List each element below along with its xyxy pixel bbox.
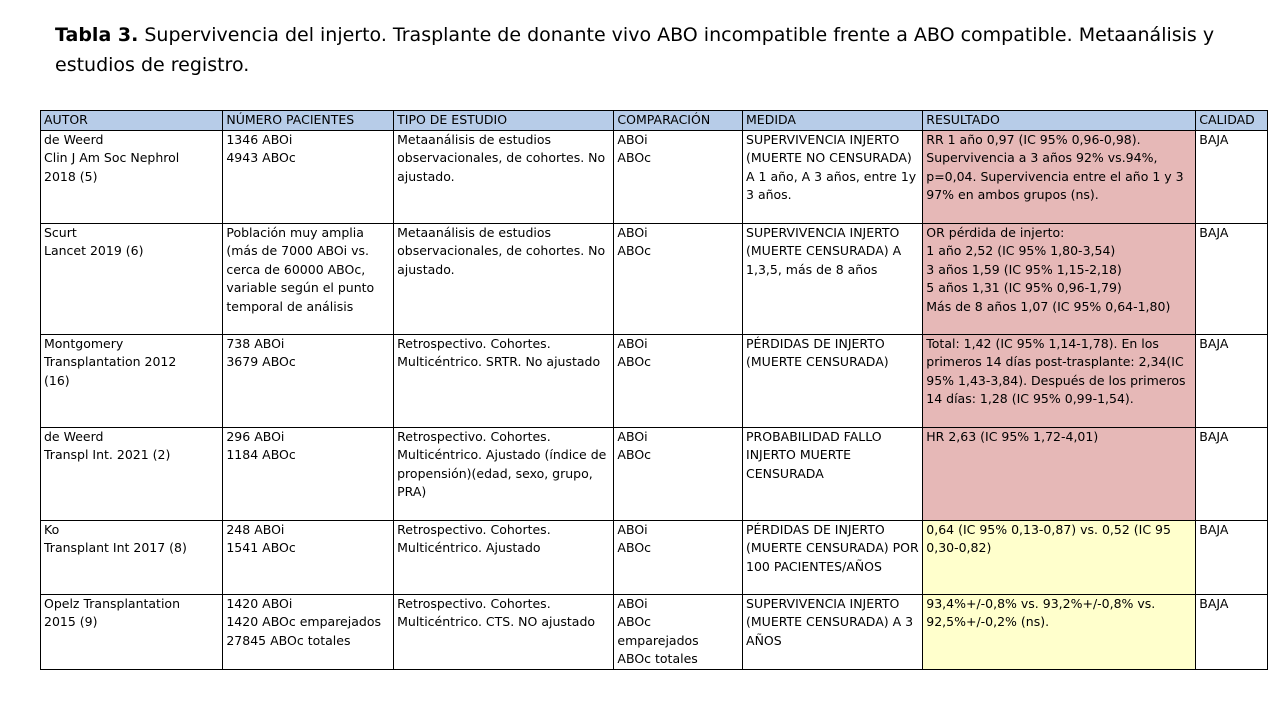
cell-pacientes: Población muy amplia (más de 7000 ABOi vs. cerca de 60000 ABOc, variable según el punto temporal de análisis: [223, 223, 394, 334]
table-row: [41, 427, 1268, 520]
table-row: [41, 334, 1268, 427]
cell-pacientes: 296 ABOi 1184 ABOc: [223, 427, 394, 520]
cell-resultado: 93,4%+/-0,8% vs. 93,2%+/-0,8% vs. 92,5%+/-0,2% (ns).: [923, 594, 1196, 669]
table-row: [41, 223, 1268, 334]
cell-pacientes: 738 ABOi 3679 ABOc: [223, 334, 394, 427]
cell-pacientes: 1420 ABOi 1420 ABOc emparejados 27845 ABOc totales: [223, 594, 394, 669]
cell-tipo: Retrospectivo. Cohortes. Multicéntrico. Ajustado (índice de propensión)(edad, sexo, grupo, PRA): [394, 427, 614, 520]
table-label: Tabla 3.: [55, 24, 139, 46]
cell-autor: de Weerd Transpl Int. 2021 (2): [41, 427, 223, 520]
cell-comparacion: ABOi ABOc: [614, 223, 743, 334]
cell-calidad: BAJA: [1196, 334, 1268, 427]
cell-medida: PROBABILIDAD FALLO INJERTO MUERTE CENSURADA: [743, 427, 923, 520]
table-caption: Supervivencia del injerto. Trasplante de donante vivo ABO incompatible frente a ABO compatible. Metaanálisis y estudios de registro.: [55, 24, 1215, 76]
cell-medida: SUPERVIVENCIA INJERTO (MUERTE NO CENSURADA) A 1 año, A 3 años, entre 1y 3 años.: [743, 130, 923, 223]
cell-comparacion: ABOi ABOc: [614, 427, 743, 520]
cell-resultado: HR 2,63 (IC 95% 1,72-4,01): [923, 427, 1196, 520]
cell-comparacion: ABOi ABOc emparejados ABOc totales: [614, 594, 743, 669]
table-container: [40, 110, 1255, 666]
cell-comparacion: ABOi ABOc: [614, 130, 743, 223]
cell-resultado: 0,64 (IC 95% 0,13-0,87) vs. 0,52 (IC 95 0,30-0,82): [923, 520, 1196, 594]
cell-calidad: BAJA: [1196, 130, 1268, 223]
cell-autor: Montgomery Transplantation 2012 (16): [41, 334, 223, 427]
cell-autor: Ko Transplant Int 2017 (8): [41, 520, 223, 594]
cell-calidad: BAJA: [1196, 223, 1268, 334]
header-calidad: CALIDAD: [1196, 111, 1268, 131]
header-resultado: RESULTADO: [923, 111, 1196, 131]
table-header-row: [41, 111, 1268, 131]
cell-resultado: Total: 1,42 (IC 95% 1,14-1,78). En los primeros 14 días post-trasplante: 2,34(IC 95% 1,43-3,84). Después de los primeros 14 días: 1,28 (IC 95% 0,99-1,54).: [923, 334, 1196, 427]
cell-autor: Scurt Lancet 2019 (6): [41, 223, 223, 334]
header-autor: AUTOR: [41, 111, 223, 131]
cell-calidad: BAJA: [1196, 594, 1268, 669]
cell-medida: SUPERVIVENCIA INJERTO (MUERTE CENSURADA) A 1,3,5, más de 8 años: [743, 223, 923, 334]
cell-medida: PÉRDIDAS DE INJERTO (MUERTE CENSURADA) POR 100 PACIENTES/AÑOS: [743, 520, 923, 594]
cell-pacientes: 248 ABOi 1541 ABOc: [223, 520, 394, 594]
cell-autor: Opelz Transplantation 2015 (9): [41, 594, 223, 669]
cell-calidad: BAJA: [1196, 520, 1268, 594]
cell-comparacion: ABOi ABOc: [614, 334, 743, 427]
cell-tipo: Metaanálisis de estudios observacionales, de cohortes. No ajustado.: [394, 130, 614, 223]
slide-title: [55, 20, 1255, 80]
cell-tipo: Retrospectivo. Cohortes. Multicéntrico. Ajustado: [394, 520, 614, 594]
cell-calidad: BAJA: [1196, 427, 1268, 520]
table-row: [41, 130, 1268, 223]
cell-medida: SUPERVIVENCIA INJERTO (MUERTE CENSURADA) A 3 AÑOS: [743, 594, 923, 669]
cell-autor: de Weerd Clin J Am Soc Nephrol 2018 (5): [41, 130, 223, 223]
table-row: [41, 594, 1268, 669]
cell-tipo: Retrospectivo. Cohortes. Multicéntrico. SRTR. No ajustado: [394, 334, 614, 427]
header-medida: MEDIDA: [743, 111, 923, 131]
header-tipo: TIPO DE ESTUDIO: [394, 111, 614, 131]
cell-tipo: Metaanálisis de estudios observacionales, de cohortes. No ajustado.: [394, 223, 614, 334]
cell-medida: PÉRDIDAS DE INJERTO (MUERTE CENSURADA): [743, 334, 923, 427]
cell-pacientes: 1346 ABOi 4943 ABOc: [223, 130, 394, 223]
cell-comparacion: ABOi ABOc: [614, 520, 743, 594]
table-row: [41, 520, 1268, 594]
header-pacientes: NÚMERO PACIENTES: [223, 111, 394, 131]
evidence-table: [40, 110, 1268, 670]
header-comparacion: COMPARACIÓN: [614, 111, 743, 131]
cell-resultado: RR 1 año 0,97 (IC 95% 0,96-0,98). Supervivencia a 3 años 92% vs.94%, p=0,04. Supervivencia entre el año 1 y 3 97% en ambos grupos (ns).: [923, 130, 1196, 223]
cell-tipo: Retrospectivo. Cohortes. Multicéntrico. CTS. NO ajustado: [394, 594, 614, 669]
cell-resultado: OR pérdida de injerto: 1 año 2,52 (IC 95% 1,80-3,54) 3 años 1,59 (IC 95% 1,15-2,18) 5 años 1,31 (IC 95% 0,96-1,79) Más de 8 años 1,07 (IC 95% 0,64-1,80): [923, 223, 1196, 334]
